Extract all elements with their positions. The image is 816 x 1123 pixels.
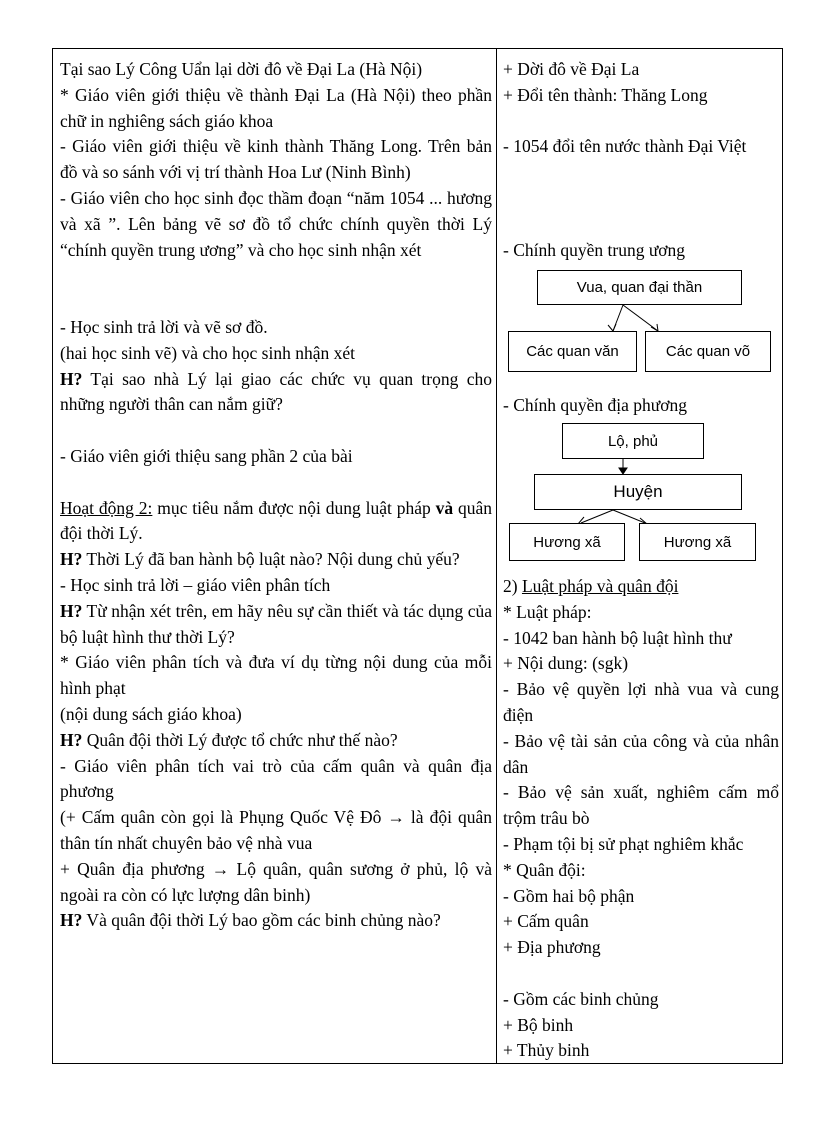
right-line-11: - Bảo vệ sản xuất, nghiêm cấm mổ trộm trâu bò (503, 782, 779, 829)
right-line-15: + Cấm quân (503, 911, 589, 932)
left-line-9: * Giáo viên phân tích và đưa ví dụ từng nội dung của mỗi hình phạt (60, 652, 492, 699)
right-line-3: - 1054 đổi tên nước thành Đại Việt (503, 136, 747, 157)
right-line-13: * Quân đội: (503, 859, 586, 880)
right-line-19: + Thủy binh (503, 1040, 590, 1061)
left-line-11: - Giáo viên phân tích vai trò của cấm quân và quân địa phương (60, 755, 492, 802)
diagram-local-right: Hương xã (639, 523, 756, 561)
right-line-14: - Gồm hai bộ phận (503, 885, 635, 906)
arrow-head (651, 324, 658, 331)
section-2-title: Luật pháp và quân đội (521, 576, 679, 596)
left-line-1: Tại sao Lý Công Uẩn lại dời đô về Đại La (Hà Nội) (60, 59, 423, 79)
activity-2-and: và (435, 497, 454, 518)
left-line-3: - Giáo viên giới thiệu về kinh thành Thăng Long. Trên bản đồ và so sánh với vị trí thành Hoa Lư (Ninh Bình) (60, 136, 492, 183)
left-line-10: (nội dung sách giáo khoa) (60, 703, 242, 724)
question-mark: H? (60, 910, 83, 931)
diagram-central-right: Các quan võ (645, 331, 771, 372)
right-line-6: * Luật pháp: (503, 601, 592, 622)
right-line-8: + Nội dung: (sgk) (503, 653, 629, 674)
left-line-8: - Học sinh trả lời – giáo viên phân tích (60, 574, 331, 595)
diagram-local-top: Lộ, phủ (562, 423, 704, 459)
right-line-18: + Bộ binh (503, 1014, 574, 1035)
left-line-12: (+ Cấm quân còn gọi là Phụng Quốc Vệ Đô → là đội quân thân tín nhất chuyên bảo vệ nhà vua (60, 807, 492, 853)
activity-2-end: quân đội thời Lý. (60, 497, 492, 544)
right-line-7: - 1042 ban hành bộ luật hình thư (503, 627, 732, 648)
diagram-central-left: Các quan văn (508, 331, 637, 372)
right-line-2: + Đổi tên thành: Thăng Long (503, 84, 708, 105)
left-line-2: * Giáo viên giới thiệu về thành Đại La (Hà Nội) theo phần chữ in nghiêng sách giáo khoa (60, 84, 492, 131)
question-mark: H? (60, 368, 83, 389)
right-line-4: - Chính quyền trung ương (503, 239, 686, 260)
question-text: Thời Lý đã ban hành bộ luật nào? Nội dung chủ yếu? (82, 549, 460, 570)
right-line-16: + Địa phương (503, 937, 601, 958)
right-line-12: - Phạm tội bị sử phạt nghiêm khắc (503, 833, 744, 854)
left-line-6: (hai học sinh vẽ) và cho học sinh nhận xét (60, 342, 355, 363)
connector-line (581, 510, 613, 523)
connector-line (613, 510, 645, 523)
left-line-7: - Giáo viên giới thiệu sang phần 2 của bài (60, 445, 353, 466)
question-text: Và quân đội thời Lý bao gồm các binh chủng nào? (82, 910, 441, 931)
left-line-4: - Giáo viên cho học sinh đọc thầm đoạn “năm 1054 ... hương và xã ”. Lên bảng vẽ sơ đồ tổ chức chính quyền thời Lý “chính quyền trung ương” và cho học sinh nhận xét (60, 187, 492, 260)
diagram-central-top: Vua, quan đại thần (537, 270, 742, 305)
activity-2-title: Hoạt động 2: (60, 497, 153, 518)
left-line-13: + Quân địa phương → Lộ quân, quân sương ở phủ, lộ và ngoài ra còn có lực lượng dân binh) (60, 858, 492, 905)
right-line-10: - Bảo vệ tài sản của công và của nhân dân (503, 730, 779, 777)
question-text: Từ nhận xét trên, em hãy nêu sự cần thiết và tác dụng của bộ luật hình thư thời Lý? (60, 600, 492, 647)
question-mark: H? (60, 600, 83, 621)
lesson-table (52, 48, 783, 1064)
diagram-local-left: Hương xã (509, 523, 625, 561)
connector-line (623, 305, 658, 331)
right-line-5: - Chính quyền địa phương (503, 395, 687, 415)
right-line-9: - Bảo vệ quyền lợi nhà vua và cung điện (503, 679, 779, 725)
activity-2-text: mục tiêu nắm được nội dung luật pháp (152, 497, 436, 518)
section-2-number: 2) (503, 576, 518, 596)
question-mark: H? (60, 549, 83, 570)
right-line-1: + Dời đô về Đại La (503, 59, 640, 79)
diagram-local-middle: Huyện (534, 474, 742, 510)
left-line-5: - Học sinh trả lời và vẽ sơ đồ. (60, 316, 268, 337)
question-text: Quân đội thời Lý được tổ chức như thế nào? (82, 729, 398, 750)
question-text: Tại sao nhà Lý lại giao các chức vụ quan trọng cho những người thân can nắm giữ? (60, 368, 492, 415)
right-line-17: - Gồm các binh chủng (503, 988, 659, 1009)
question-mark: H? (60, 729, 83, 750)
